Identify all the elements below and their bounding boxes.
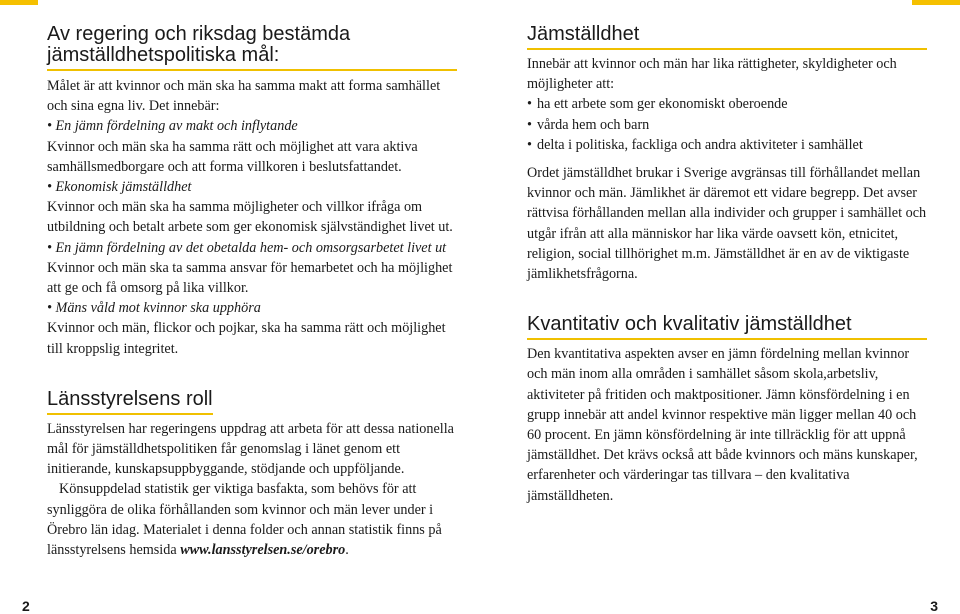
- equality-heading: Jämställdhet: [527, 24, 927, 50]
- goal-text: Kvinnor och män ska ha samma möjligheter och villkor ifråga om utbildning och betalt arbete som ger ekonomisk självständighet livet ut.: [47, 199, 453, 236]
- equality-paragraph: Ordet jämställdhet brukar i Sverige avgränsas till förhållandet mellan kvinnor och män. Jämlikhet är däremot ett vidare begrepp. Det avser rättvisa förhållanden mellan alla individer och grupper i samhället och utgår ifrån att alla människor har lika värde oavsett kön, etnicitet, religion, social tillhörighet m.m. Jämställdhet är en av de viktigaste jämlikhetsfrågorna.: [527, 165, 927, 283]
- goal-text: Kvinnor och män ska ta samma ansvar för hemarbetet och ha möjlighet att ge och få omsorg på lika villkor.: [47, 259, 453, 297]
- right-page: [527, 24, 927, 506]
- website-link[interactable]: www.lansstyrelsen.se/orebro: [180, 542, 346, 559]
- quant-qual-heading: Kvantitativ och kvalitativ jämställdhet: [527, 314, 927, 340]
- goal-heading: • En jämn fördelning av makt och inflytande: [47, 118, 298, 135]
- goal-heading: • Ekonomisk jämställdhet: [47, 179, 192, 196]
- page-number-left: 2: [22, 598, 30, 614]
- role-paragraph-1: Länsstyrelsen har regeringens uppdrag att arbeta för att dessa nationella mål för jämställdhetspolitiken får genomslag i länet genom ett initierande, kunskapsuppbyggande, stödjande och uppföljande.: [47, 420, 454, 478]
- role-heading: Länsstyrelsens roll: [47, 389, 213, 415]
- accent-bar-right: [912, 0, 960, 5]
- goal-item: [47, 177, 457, 238]
- goal-heading: • Mäns våld mot kvinnor ska upphöra: [47, 300, 261, 317]
- goals-heading: Av regering och riksdag bestämda jämställdhetspolitiska mål:: [47, 24, 457, 71]
- list-item: • ha ett arbete som ger ekonomiskt oberoende: [527, 94, 927, 114]
- equality-intro: Innebär att kvinnor och män har lika rättigheter, skyldigheter och möjligheter att:: [527, 56, 897, 93]
- equality-list: [527, 94, 927, 155]
- left-page: [47, 24, 457, 560]
- goals-intro: Målet är att kvinnor och män ska ha samma makt att forma samhället och sina egna liv. Det innebär:: [47, 78, 441, 115]
- goal-item: [47, 298, 457, 359]
- list-item: • delta i politiska, fackliga och andra aktiviteter i samhället: [527, 135, 927, 155]
- goal-text: Kvinnor och män, flickor och pojkar, ska ha samma rätt och möjlighet till kroppslig integritet.: [47, 320, 446, 357]
- goal-item: [47, 238, 457, 299]
- page-number-right: 3: [930, 598, 938, 614]
- goal-heading: • En jämn fördelning av det obetalda hem- och omsorgsarbetet livet ut: [47, 239, 447, 256]
- quant-qual-paragraph: Den kvantitativa aspekten avser en jämn fördelning mellan kvinnor och män inom alla områden i samhället såsom skola,arbetsliv, aktiviteter på fritiden och maktpositioner. Jämn könsfördelning i en grupp innebär att andel kvinnor respektive män ligger mellan 40 och 60 procent. En jämn könsfördelning är inte tillräcklig för att uppnå jämställdhet. Det krävs också att både kvinnors och mäns kunskaper, erfarenheter och värderingar tas tillvara – den kvalitativa jämställdheten.: [527, 346, 918, 504]
- goal-item: [47, 116, 457, 177]
- accent-bar-left: [0, 0, 38, 5]
- list-item: • vårda hem och barn: [527, 115, 927, 135]
- role-paragraph-2: Könsuppdelad statistik ger viktiga basfakta, som behövs för att synliggöra de olika förhållanden som kvinnor och män lever under i Örebro län idag. Materialet i denna folder och annan statistik finns på länsstyrelsens hemsida www.lansstyrelsen.se/orebro.: [47, 481, 442, 559]
- goal-text: Kvinnor och män ska ha samma rätt och möjlighet att vara aktiva samhällsmedborgare och att forma villkoren i beslutsfattandet.: [47, 138, 418, 175]
